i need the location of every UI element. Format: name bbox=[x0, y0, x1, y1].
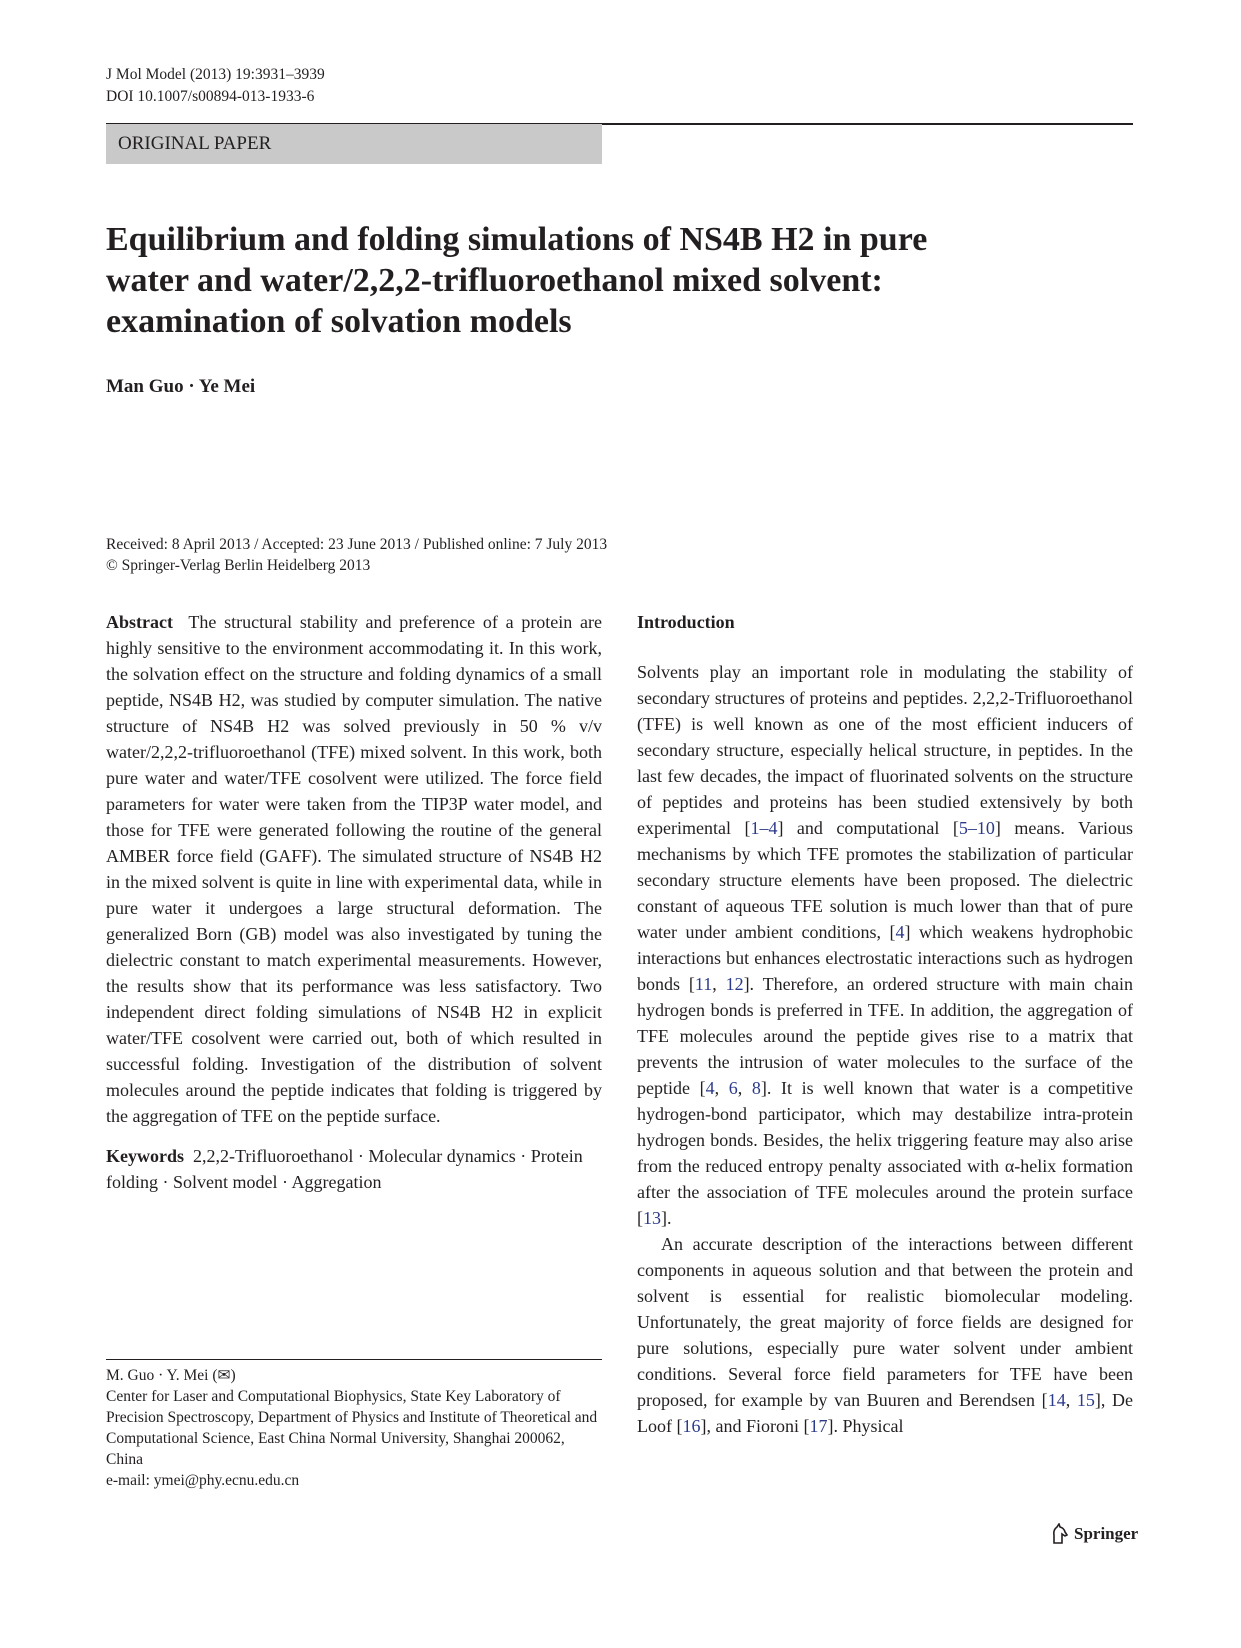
text-run: ] means. Various mechanisms by which TFE promotes the stabilization of particular secondary structure elements have been proposed. The dielectric constant of aqueous TFE solution is much lower than that of pure water under ambient conditions, [ bbox=[637, 818, 1134, 942]
footnote-authors: M. Guo · Y. Mei (✉) bbox=[106, 1367, 236, 1384]
text-run: , bbox=[712, 974, 726, 994]
keywords bbox=[106, 1143, 602, 1195]
text-run: , bbox=[737, 1078, 752, 1098]
citation-link[interactable]: 4 bbox=[705, 1078, 715, 1098]
text-run: Solvents play an important role in modulating the stability of secondary structures of proteins and peptides. 2,2,2-Trifluoroethanol (TFE) is well known as one of the most efficient inducers of secondary structure, especially helical structure, in peptides. In the last few decades, the impact of fluorinated solvents on the structure of peptides and proteins has been studied extensively by both experimental [ bbox=[637, 662, 1133, 838]
keywords-text: 2,2,2-Trifluoroethanol · Molecular dynamics · Protein folding · Solvent model · Aggregation bbox=[106, 1146, 583, 1192]
title-line-1: Equilibrium and folding simulations of NS4B H2 in pure bbox=[106, 221, 928, 258]
text-run: An accurate description of the interactions between different components in aqueous solution and that between the protein and solvent is essential for realistic biomolecular modeling. Unfortunately, the great majority of force fields are designed for pure solutions, especially pure water solvent under ambient conditions. Several force field parameters for TFE have been proposed, for example by van Buuren and Berendsen [ bbox=[637, 1234, 1133, 1410]
publication-history: Received: 8 April 2013 / Accepted: 23 June 2013 / Published online: 7 July 2013 bbox=[106, 536, 608, 553]
left-column bbox=[106, 609, 602, 1195]
introduction-paragraph-1 bbox=[637, 659, 1133, 1231]
paper-title bbox=[106, 219, 1106, 342]
author-footnote bbox=[106, 1365, 602, 1491]
abstract-heading: Abstract bbox=[106, 612, 173, 632]
keywords-heading: Keywords bbox=[106, 1146, 184, 1166]
section-label: ORIGINAL PAPER bbox=[106, 124, 602, 164]
text-run: ]. bbox=[661, 1208, 672, 1228]
footnote-email[interactable]: e-mail: ymei@phy.ecnu.edu.cn bbox=[106, 1472, 300, 1489]
citation-link[interactable]: 16 bbox=[682, 1416, 701, 1436]
springer-horse-icon bbox=[1050, 1523, 1070, 1545]
right-column bbox=[637, 609, 1133, 1439]
publisher-name: Springer bbox=[1074, 1524, 1139, 1543]
abstract-text: The structural stability and preference of a protein are highly sensitive to the environment accommodating it. In this work, the solvation effect on the structure and folding dynamics of a small peptide, NS4B H2, was studied by computer simulation. The native structure of NS4B H2 was solved previously in 50 % v/v water/2,2,2-trifluoroethanol (TFE) mixed solvent. In this work, both pure water and water/TFE cosolvent were utilized. The force field parameters for water were taken from the TIP3P water model, and those for TFE were generated following the routine of the general AMBER force field (GAFF). The simulated structure of NS4B H2 in the mixed solvent is quite in line with experimental data, while in pure water it undergoes a large structural deformation. The generalized Born (GB) model was also investigated by tuning the dielectric constant to match experimental measurements. However, the results show that its performance was less satisfactory. Two independent direct folding simulations of NS4B H2 in explicit water/TFE cosolvent were carried out, both of which resulted in successful folding. Investigation of the distribution of solvent molecules around the peptide indicates that folding is triggered by the aggregation of TFE on the peptide surface. bbox=[106, 612, 602, 1126]
citation-link[interactable]: 8 bbox=[751, 1078, 761, 1098]
text-run: ]. Physical bbox=[827, 1416, 904, 1436]
citation-link[interactable]: 1–4 bbox=[750, 818, 778, 838]
citation-link[interactable]: 15 bbox=[1076, 1390, 1095, 1410]
text-run: ], and Fioroni [ bbox=[700, 1416, 810, 1436]
text-run: ]. It is well known that water is a competitive hydrogen-bond participator, which may destabilize intra-protein hydrogen bonds. Besides, the helix triggering feature may also arise from the reduced entropy penalty associated with α-helix formation after the association of TFE molecules around the protein surface [ bbox=[637, 1078, 1134, 1228]
citation-link[interactable]: 5–10 bbox=[958, 818, 995, 838]
introduction-heading: Introduction bbox=[637, 612, 735, 632]
citation-link[interactable]: 14 bbox=[1047, 1390, 1066, 1410]
title-line-2: water and water/2,2,2-trifluoroethanol mixed solvent: bbox=[106, 262, 883, 299]
journal-citation: J Mol Model (2013) 19:3931–3939 bbox=[106, 66, 325, 83]
text-run: ] which weakens hydrophobic interactions but enhances electrostatic interactions such as hydrogen bonds [ bbox=[637, 922, 1133, 994]
introduction-paragraph-2 bbox=[637, 1231, 1133, 1439]
text-run: , bbox=[714, 1078, 729, 1098]
citation-link[interactable]: 12 bbox=[725, 974, 744, 994]
text-run: ] and computational [ bbox=[777, 818, 959, 838]
citation-link[interactable]: 4 bbox=[895, 922, 905, 942]
authors: Man Guo · Ye Mei bbox=[106, 376, 256, 397]
citation-link[interactable]: 11 bbox=[694, 974, 713, 994]
footnote-affiliation: Center for Laser and Computational Biophysics, State Key Laboratory of Precision Spectroscopy, Department of Physics and Institute of Theoretical and Computational Science, East China Normal University, Shanghai 200062, China bbox=[106, 1388, 598, 1468]
footnote-rule bbox=[106, 1359, 602, 1360]
doi: DOI 10.1007/s00894-013-1933-6 bbox=[106, 88, 315, 105]
citation-link[interactable]: 6 bbox=[728, 1078, 738, 1098]
copyright: © Springer-Verlag Berlin Heidelberg 2013 bbox=[106, 557, 371, 574]
citation-link[interactable]: 17 bbox=[809, 1416, 828, 1436]
abstract bbox=[106, 609, 602, 1129]
text-run: , bbox=[1065, 1390, 1077, 1410]
title-line-3: examination of solvation models bbox=[106, 303, 572, 340]
text-run: ], De Loof [ bbox=[637, 1390, 1134, 1436]
text-run: ]. Therefore, an ordered structure with main chain hydrogen bonds is preferred in TFE. In addition, the aggregation of TFE molecules around the peptide gives rise to a matrix that prevents the intrusion of water molecules to the surface of the peptide [ bbox=[637, 974, 1134, 1098]
publisher-logo bbox=[1050, 1523, 1138, 1545]
citation-link[interactable]: 13 bbox=[643, 1208, 661, 1228]
